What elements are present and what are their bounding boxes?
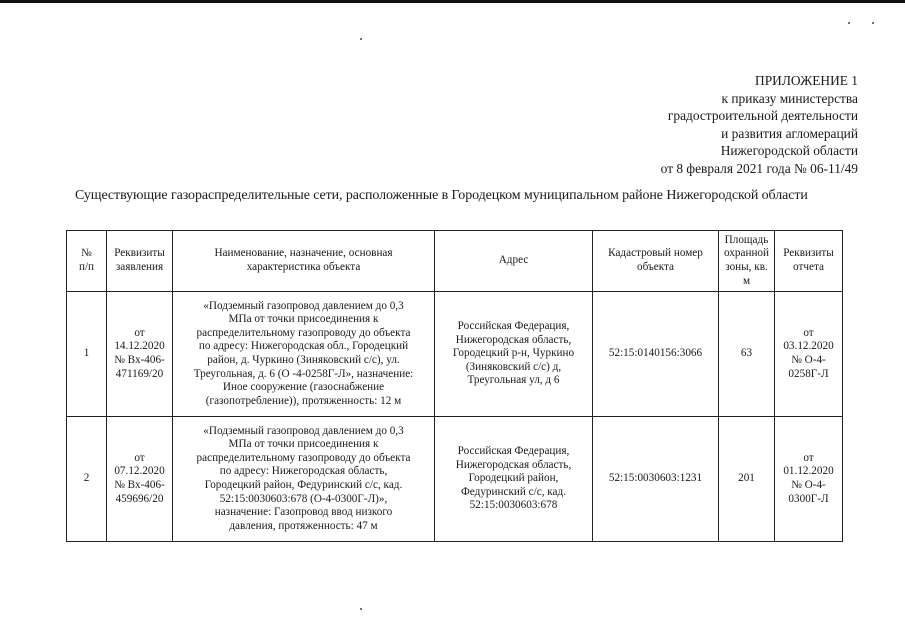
- cell-line: 0300Г-Л: [788, 492, 829, 505]
- appendix-line: и развития агломераций: [721, 125, 858, 141]
- header-line: Кадастровый номер: [608, 247, 703, 260]
- cell-line: 471169/20: [115, 367, 164, 380]
- appendix-line: ПРИЛОЖЕНИЕ 1: [755, 73, 858, 88]
- header-report: [775, 231, 843, 292]
- cell-line: Федуринский с/с, кад.: [460, 485, 567, 498]
- header-area: [719, 231, 775, 292]
- cell-report: [775, 292, 843, 417]
- cell-line: 14.12.2020: [114, 340, 165, 353]
- cell-line: 03.12.2020: [783, 340, 834, 353]
- header-line: Площадь: [724, 233, 769, 246]
- cell-line: «Подземный газопровод давлением до 0,3: [203, 299, 404, 312]
- cell-cadastral: 52:15:0140156:3066: [593, 292, 719, 417]
- appendix-line: Нижегородской области: [720, 143, 858, 158]
- cell-line: № О-4-: [791, 479, 826, 491]
- cell-line: Российская Федерация,: [457, 445, 570, 458]
- header-line: отчета: [793, 261, 824, 273]
- cell-line: Нижегородская область,: [455, 458, 572, 471]
- cell-number: 1: [67, 292, 107, 417]
- cell-number: 2: [67, 417, 107, 542]
- header-line: охранной: [723, 247, 770, 260]
- cell-area: 63: [719, 292, 775, 417]
- appendix-header: [661, 72, 858, 177]
- cell-line: 52:15:0030603:678 (О-4-0300Г-Л)»,: [219, 492, 388, 505]
- cell-line: назначение: Газопровод ввод низкого: [214, 506, 393, 519]
- cell-line: от: [134, 451, 145, 464]
- cell-line: 52:15:0030603:678: [469, 499, 558, 512]
- header-line: характеристика объекта: [246, 261, 361, 273]
- scan-speck: [848, 22, 850, 24]
- cell-line: МПа от точки присоединения к: [228, 313, 379, 326]
- table-row: [67, 292, 843, 417]
- gas-networks-table: [66, 230, 843, 542]
- cell-line: Городецкий район, Федуринский с/с, кад.: [204, 479, 403, 491]
- cell-cadastral: 52:15:0030603:1231: [593, 417, 719, 542]
- table-header-row: [67, 231, 843, 292]
- document-title: Существующие газораспределительные сети, расположенные в Городецком муниципальном районе Нижегородской области: [75, 188, 808, 203]
- cell-report: [775, 417, 843, 542]
- header-line: зоны, кв.: [725, 261, 768, 273]
- table-row: [67, 417, 843, 542]
- cell-line: от: [803, 326, 814, 339]
- cell-line: распределительному газопроводу до объекта: [196, 451, 411, 464]
- cell-line: № Вх-406-: [114, 354, 165, 366]
- cell-line: 0258Г-Л: [788, 367, 829, 380]
- cell-area: 201: [719, 417, 775, 542]
- header-cadastral: [593, 231, 719, 292]
- cell-line: Городецкий район,: [468, 472, 559, 485]
- cell-application: [107, 417, 173, 542]
- cell-line: Городецкий р-н, Чуркино: [452, 347, 575, 360]
- cell-line: (Зиняковский с/с) д,: [465, 360, 562, 373]
- cell-line: 01.12.2020: [783, 465, 834, 478]
- cell-line: район, д. Чуркино (Зиняковский с/с), ул.: [207, 354, 400, 366]
- cell-line: МПа от точки присоединения к: [228, 438, 379, 451]
- header-line: Адрес: [498, 254, 529, 267]
- cell-address: [435, 417, 593, 542]
- header-description: [173, 231, 435, 292]
- cell-line: 07.12.2020: [114, 465, 165, 478]
- cell-line: № Вх-406-: [114, 479, 165, 491]
- header-line: Наименование, назначение, основная: [214, 247, 393, 260]
- cell-line: распределительному газопроводу до объекта: [196, 326, 411, 339]
- header-address: [435, 231, 593, 292]
- header-line: заявления: [115, 261, 164, 273]
- header-line: п/п: [78, 261, 95, 273]
- appendix-line: градостроительной деятельности: [667, 108, 858, 123]
- cell-line: давления, протяженность: 47 м: [229, 519, 378, 532]
- header-line: Реквизиты: [114, 247, 165, 260]
- cell-line: 459696/20: [115, 492, 164, 505]
- cell-line: по адресу: Нижегородская область,: [219, 465, 388, 478]
- header-line: Реквизиты: [783, 247, 834, 260]
- scan-speck: [360, 38, 362, 40]
- header-number: [67, 231, 107, 292]
- top-border-line: [0, 0, 905, 3]
- header-application: [107, 231, 173, 292]
- cell-line: № О-4-: [791, 354, 826, 366]
- appendix-line: к приказу министерства: [721, 90, 858, 106]
- header-line: м: [742, 274, 751, 287]
- cell-line: Нижегородская область,: [455, 333, 572, 346]
- cell-description: [173, 417, 435, 542]
- cell-line: (газопотребление)), протяженность: 12 м: [205, 394, 402, 407]
- cell-line: от: [134, 326, 145, 339]
- cell-line: от: [803, 451, 814, 464]
- appendix-line: от 8 февраля 2021 года № 06-11/49: [660, 160, 858, 176]
- cell-line: Треугольная, д. 6 (О -4-0258Г-Л», назначение:: [193, 367, 414, 380]
- scan-speck: [360, 608, 362, 610]
- scan-speck: [872, 22, 874, 24]
- cell-application: [107, 292, 173, 417]
- cell-line: Российская Федерация,: [457, 320, 570, 333]
- cell-line: Иное сооружение (газоснабжение: [222, 381, 385, 394]
- cell-line: Треугольная ул, д 6: [467, 374, 560, 387]
- cell-address: [435, 292, 593, 417]
- header-line: №: [81, 247, 92, 260]
- header-line: объекта: [636, 261, 675, 273]
- cell-line: по адресу: Нижегородская обл., Городецкий: [198, 340, 409, 353]
- cell-line: «Подземный газопровод давлением до 0,3: [203, 424, 404, 437]
- cell-description: [173, 292, 435, 417]
